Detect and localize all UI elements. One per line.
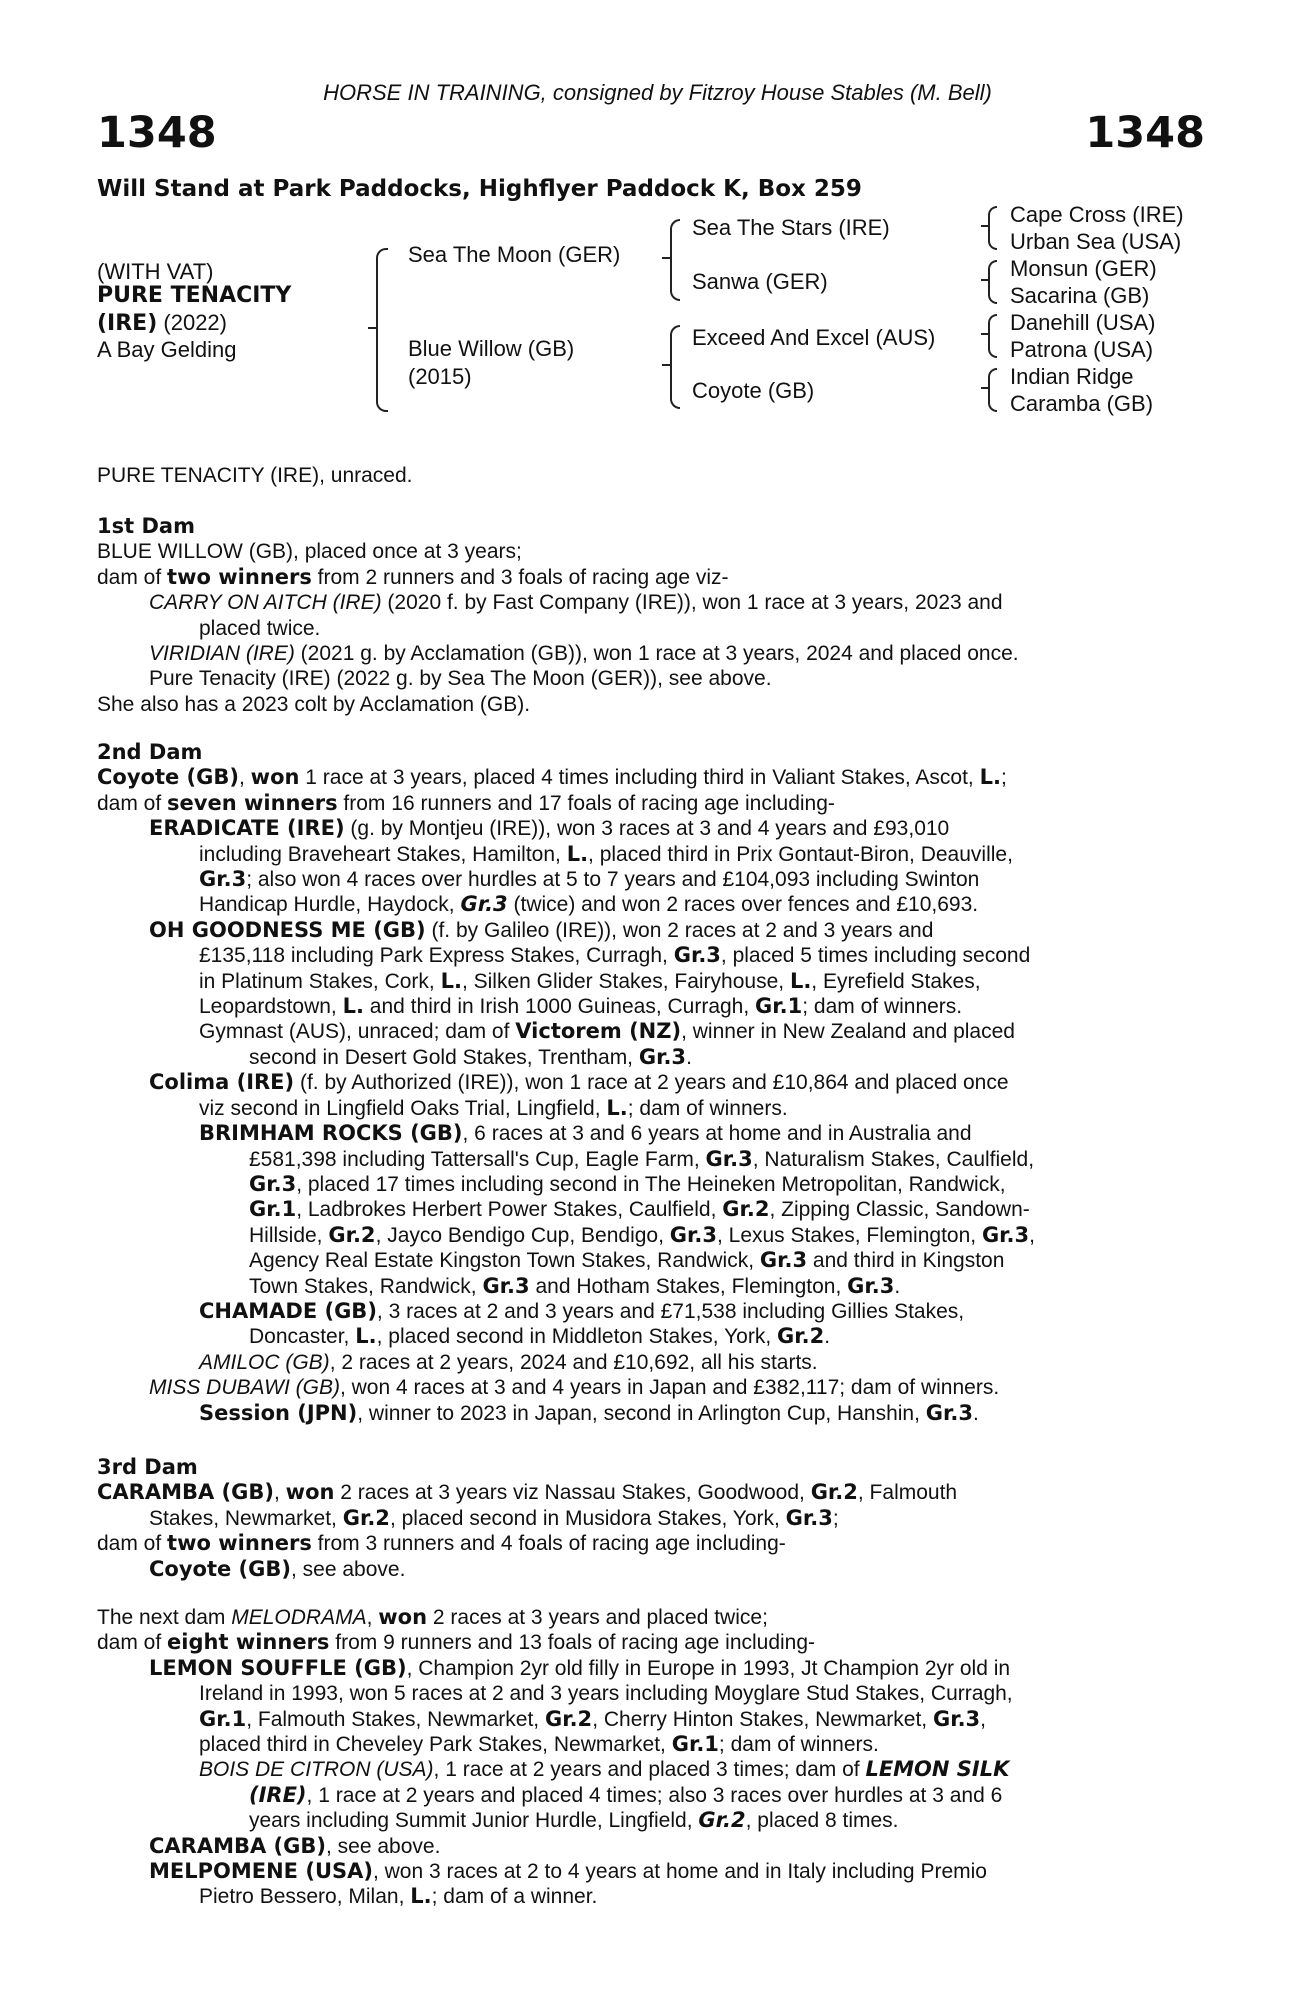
- brace-main-tick: [368, 327, 376, 329]
- first-dam-section: 1st Dam BLUE WILLOW (GB), placed once at 3 years; dam of two winners from 2 runners and 3 foals of racing age viz- CARRY ON AITCH (IRE) (2020 f. by Fast Company (IRE)), won 1 race at 3 years, 2023 and placed twice. VIRIDIAN (IRE) (2021 g. by Acclamation (GB)), won 1 race at 3 years, 2024 and placed once. Pure Tenacity (IRE) (2022 g. by Sea The Moon (GER)), see above. She also has a 2023 colt by Acclamation (GB).: [97, 514, 1019, 716]
- gg-3: Monsun (GER): [1010, 256, 1157, 281]
- stand-location: Will Stand at Park Paddocks, Highflyer Paddock K, Box 259: [97, 176, 862, 202]
- next-dam-section: The next dam MELODRAMA, won 2 races at 3 years and placed twice; dam of eight winners from 9 runners and 13 foals of racing age including- LEMON SOUFFLE (GB), Champion 2yr old filly in Europe in 1993, Jt Champion 2yr old in Ireland in 1993, won 5 races at 2 and 3 years including Moyglare Stud Stakes, Curragh, Gr.1, Falmouth Stakes, Newmarket, Gr.2, Cherry Hinton Stakes, Newmarket, Gr.3, placed third in Cheveley Park Stakes, Newmarket, Gr.1; dam of winners. BOIS DE CITRON (USA), 1 race at 2 years and placed 3 times; dam of LEMON SILK (IRE), 1 race at 2 years and placed 4 times; also 3 races over hurdles at 3 and 6 years including Summit Junior Hurdle, Lingfield, Gr.2, placed 8 times. CARAMBA (GB), see above. MELPOMENE (USA), won 3 races at 2 to 4 years at home and in Italy including Premio Pietro Bessero, Milan, L.; dam of a winner.: [97, 1605, 1013, 1909]
- gg-5: Danehill (USA): [1010, 310, 1156, 335]
- horse-year: (2022): [163, 310, 227, 335]
- third-dam-heading: 3rd Dam: [97, 1455, 198, 1479]
- horse-name: PURE TENACITY: [97, 283, 292, 308]
- brace-g4-tick: [981, 387, 989, 389]
- first-dam-heading: 1st Dam: [97, 514, 195, 538]
- brace-sire: [670, 219, 680, 301]
- vat-note: (WITH VAT): [97, 259, 214, 284]
- gg-1: Cape Cross (IRE): [1010, 202, 1184, 227]
- brace-main: [376, 248, 388, 412]
- dam-year: (2015): [408, 364, 472, 389]
- sire-sire: Sea The Stars (IRE): [692, 215, 890, 240]
- gg-6: Patrona (USA): [1010, 337, 1154, 362]
- brace-g2: [988, 260, 997, 304]
- gg-8: Caramba (GB): [1010, 391, 1154, 416]
- brace-sire-tick: [662, 257, 670, 259]
- second-dam-heading: 2nd Dam: [97, 740, 203, 764]
- gg-2: Urban Sea (USA): [1010, 229, 1182, 254]
- brace-dam: [670, 325, 680, 409]
- lot-number-left: 1348: [97, 108, 217, 158]
- brace-g1-tick: [981, 225, 989, 227]
- second-dam-section: 2nd Dam Coyote (GB), won 1 race at 3 years, placed 4 times including third in Valiant Stakes, Ascot, L.; dam of seven winners from 16 runners and 17 foals of racing age including- ERADICATE (IRE) (g. by Montjeu (IRE)), won 3 races at 3 and 4 years and £93,010 including Braveheart Stakes, Hamilton, L., placed third in Prix Gontaut-Biron, Deauville, Gr.3; also won 4 races over hurdles at 5 to 7 years and £104,093 including Swinton Handicap Hurdle, Haydock, Gr.3 (twice) and won 2 races over fences and £10,693. OH GOODNESS ME (GB) (f. by Galileo (IRE)), won 2 races at 2 and 3 years and £135,118 including Park Express Stakes, Curragh, Gr.3, placed 5 times including second in Platinum Stakes, Cork, L., Silken Glider Stakes, Fairyhouse, L., Eyrefield Stakes, Leopardstown, L. and third in Irish 1000 Guineas, Curragh, Gr.1; dam of winners. Gymnast (AUS), unraced; dam of Victorem (NZ), winner in New Zealand and placed second in Desert Gold Stakes, Trentham, Gr.3. Colima (IRE) (f. by Authorized (IRE)), won 1 race at 2 years and £10,864 and placed once viz second in Lingfield Oaks Trial, Lingfield, L.; dam of winners. BRIMHAM ROCKS (GB), 6 races at 3 and 6 years at home and in Australia and £581,398 including Tattersall's Cup, Eagle Farm, Gr.3, Naturalism Stakes, Caulfield, Gr.3, placed 17 times including second in The Heineken Metropolitan, Randwick, Gr.1, Ladbrokes Herbert Power Stakes, Caulfield, Gr.2, Zipping Classic, Sandown- Hillside, Gr.2, Jayco Bendigo Cup, Bendigo, Gr.3, Lexus Stakes, Flemington, Gr.3, Agency Real Estate Kingston Town Stakes, Randwick, Gr.3 and third in Kingston Town Stakes, Randwick, Gr.3 and Hotham Stakes, Flemington, Gr.3. CHAMADE (GB), 3 races at 2 and 3 years and £71,538 including Gillies Stakes, Doncaster, L., placed second in Middleton Stakes, York, Gr.2. AMILOC (GB), 2 races at 2 years, 2024 and £10,692, all his starts. MISS DUBAWI (GB), won 4 races at 3 and 4 years in Japan and £382,117; dam of winners. Session (JPN), winner to 2023 in Japan, second in Arlington Cup, Hanshin, Gr.3.: [97, 740, 1035, 1425]
- dam-dam: Coyote (GB): [692, 378, 815, 403]
- dam-sire: Exceed And Excel (AUS): [692, 325, 936, 350]
- third-dam-section: 3rd Dam CARAMBA (GB), won 2 races at 3 years viz Nassau Stakes, Goodwood, Gr.2, Falmouth Stakes, Newmarket, Gr.2, placed second in Musidora Stakes, York, Gr.3; dam of two winners from 3 runners and 4 foals of racing age including- Coyote (GB), see above.: [97, 1455, 958, 1581]
- horse-country: (IRE): [97, 311, 158, 336]
- unraced-note: PURE TENACITY (IRE), unraced.: [97, 464, 413, 487]
- brace-g3: [988, 314, 997, 358]
- lot-number-right: 1348: [1085, 108, 1205, 158]
- horse-country-year: [97, 310, 227, 336]
- brace-g3-tick: [981, 333, 989, 335]
- sire: Sea The Moon (GER): [408, 242, 621, 267]
- dam: Blue Willow (GB): [408, 336, 575, 361]
- gg-4: Sacarina (GB): [1010, 283, 1150, 308]
- gg-7: Indian Ridge: [1010, 364, 1134, 389]
- brace-g2-tick: [981, 279, 989, 281]
- brace-g4: [988, 368, 997, 412]
- brace-dam-tick: [662, 364, 670, 366]
- sire-dam: Sanwa (GER): [692, 269, 828, 294]
- horse-description: A Bay Gelding: [97, 337, 237, 362]
- brace-g1: [988, 206, 997, 250]
- consignment-line: HORSE IN TRAINING, consigned by Fitzroy House Stables (M. Bell): [323, 80, 992, 105]
